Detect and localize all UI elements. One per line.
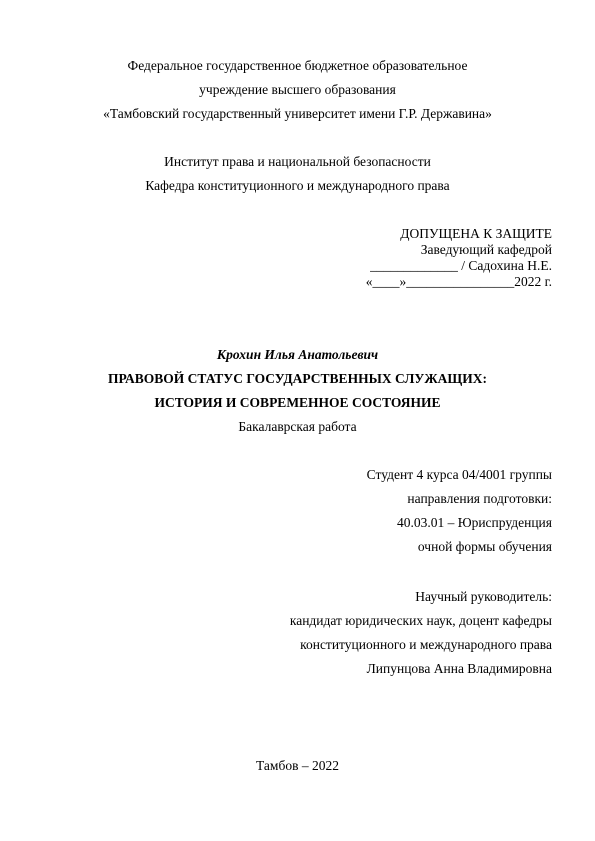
university-line-3: «Тамбовский государственный университет имени Г.Р. Державина» [103,106,492,121]
institute-name: Институт права и национальной безопасности [164,154,431,169]
author-name: Крохин Илья Анатольевич [216,347,379,362]
supervisor-name: Липунцова Анна Владимировна [366,661,552,676]
work-title-line-1: ПРАВОВОЙ СТАТУС ГОСУДАРСТВЕННЫХ СЛУЖАЩИХ: [107,371,487,386]
student-info-line-3: 40.03.01 – Юриспруденция [396,515,552,530]
work-type: Бакалаврская работа [238,419,357,434]
supervisor-degree: кандидат юридических наук, доцент кафедры [289,613,552,628]
approval-date: «____»________________2022 г. [365,274,552,289]
department-name: Кафедра конституционного и международного права [145,178,450,193]
supervisor-label: Научный руководитель: [415,589,552,604]
approval-title: ДОПУЩЕНА К ЗАЩИТЕ [400,226,552,241]
student-info-line-2: направления подготовки: [407,491,552,506]
approval-signature: _____________ / Садохина Н.Е. [370,258,552,273]
student-info-line-1: Студент 4 курса 04/4001 группы [366,467,552,482]
work-title-line-2: ИСТОРИЯ И СОВРЕМЕННОЕ СОСТОЯНИЕ [154,395,441,410]
student-info-line-4: очной формы обучения [417,539,552,554]
university-line-1: Федеральное государственное бюджетное образовательное [127,58,468,73]
supervisor-department: конституционного и международного права [300,637,552,652]
approval-position: Заведующий кафедрой [420,242,552,257]
city-year: Тамбов – 2022 [256,758,339,773]
university-line-2: учреждение высшего образования [199,82,396,97]
